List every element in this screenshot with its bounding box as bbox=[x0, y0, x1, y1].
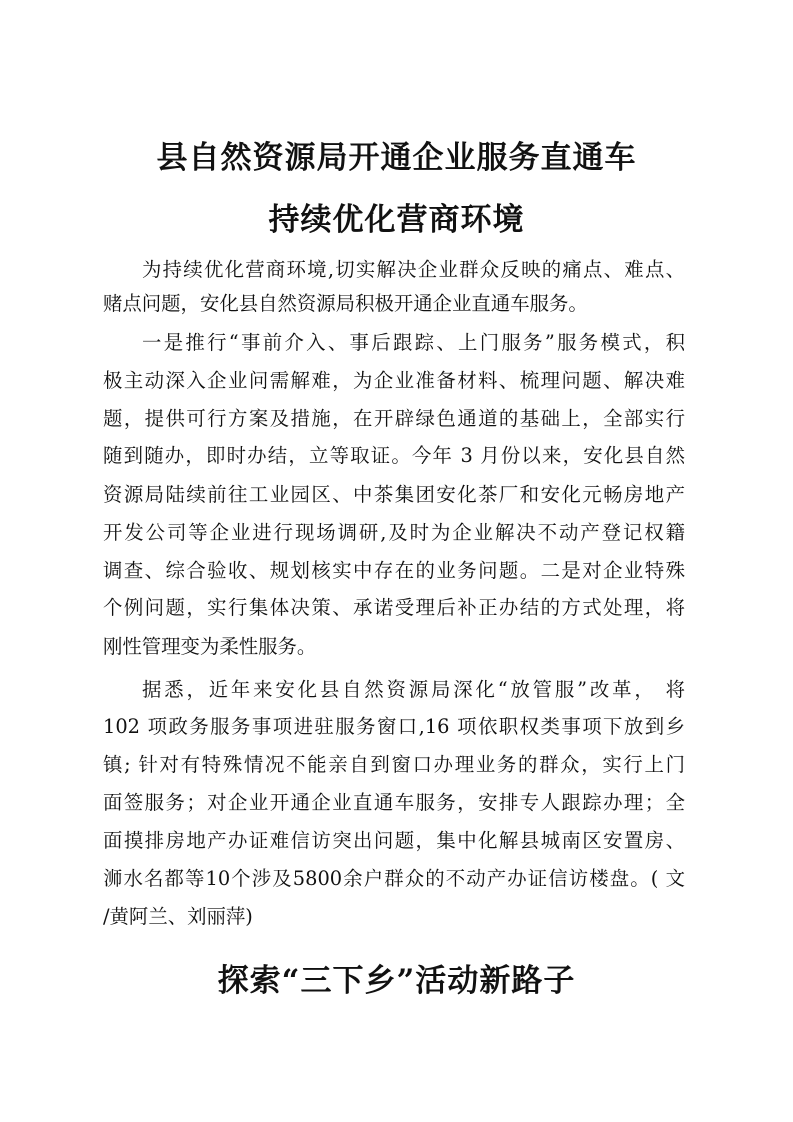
article-title-line-2: 持续优化营商环境 bbox=[268, 202, 525, 238]
paragraph-3-line-6: 浉水名都等10个涉及5800余户群众的不动产办证信访楼盘。( 文 bbox=[103, 867, 685, 890]
paragraph-2-line-9: 刚性管理变为柔性服务。 bbox=[103, 635, 317, 658]
paragraph-3-line-2: 102 项政务服务事项进驻服务窗口,16 项依职权类事项下放到乡 bbox=[103, 715, 685, 738]
article-title-line-1: 县自然资源局开通企业服务直通车 bbox=[156, 140, 637, 176]
paragraph-2-line-6: 开发公司等企业进行现场调研,及时为企业解决不动产登记权籍 bbox=[103, 521, 685, 544]
paragraph-2-line-2: 极主动深入企业问需解难，为企业准备材料、梳理问题、解决难 bbox=[103, 369, 685, 392]
paragraph-1-line-2: 赌点问题，安化县自然资源局积极开通企业直通车服务。 bbox=[103, 292, 588, 315]
paragraph-2-line-3: 题，提供可行方案及措施，在开辟绿色通道的基础上，全部实行 bbox=[103, 407, 685, 430]
paragraph-2-line-7: 调查、综合验收、规划核实中存在的业务问题。二是对企业特殊 bbox=[103, 559, 685, 582]
paragraph-3-line-1: 据悉，近年来安化县自然资源局深化“放管服”改革， 将 bbox=[142, 678, 685, 701]
paragraph-3-line-3: 镇; 针对有特殊情况不能亲自到窗口办理业务的群众，实行上门 bbox=[103, 753, 685, 776]
paragraph-2-line-1: 一是推行“事前介入、事后跟踪、上门服务”服务模式，积 bbox=[142, 331, 685, 354]
paragraph-2-line-5: 资源局陆续前往工业园区、中茶集团安化茶厂和安化元畅房地产 bbox=[103, 483, 685, 506]
paragraph-2-line-8: 个例问题，实行集体决策、承诺受理后补正办结的方式处理，将 bbox=[103, 596, 685, 619]
paragraph-3-line-7: /黄阿兰、刘丽萍) bbox=[103, 905, 253, 928]
next-article-title: 探索“三下乡”活动新路子 bbox=[217, 963, 576, 999]
paragraph-2-line-4: 随到随办，即时办结，立等取证。今年 3 月份以来，安化县自然 bbox=[103, 444, 685, 467]
paragraph-1-line-1: 为持续优化营商环境,切实解决企业群众反映的痛点、难点、 bbox=[142, 258, 685, 281]
paragraph-3-line-5: 面摸排房地产办证难信访突出问题，集中化解县城南区安置房、 bbox=[103, 829, 685, 852]
paragraph-3-line-4: 面签服务；对企业开通企业直通车服务，安排专人跟踪办理；全 bbox=[103, 791, 685, 814]
